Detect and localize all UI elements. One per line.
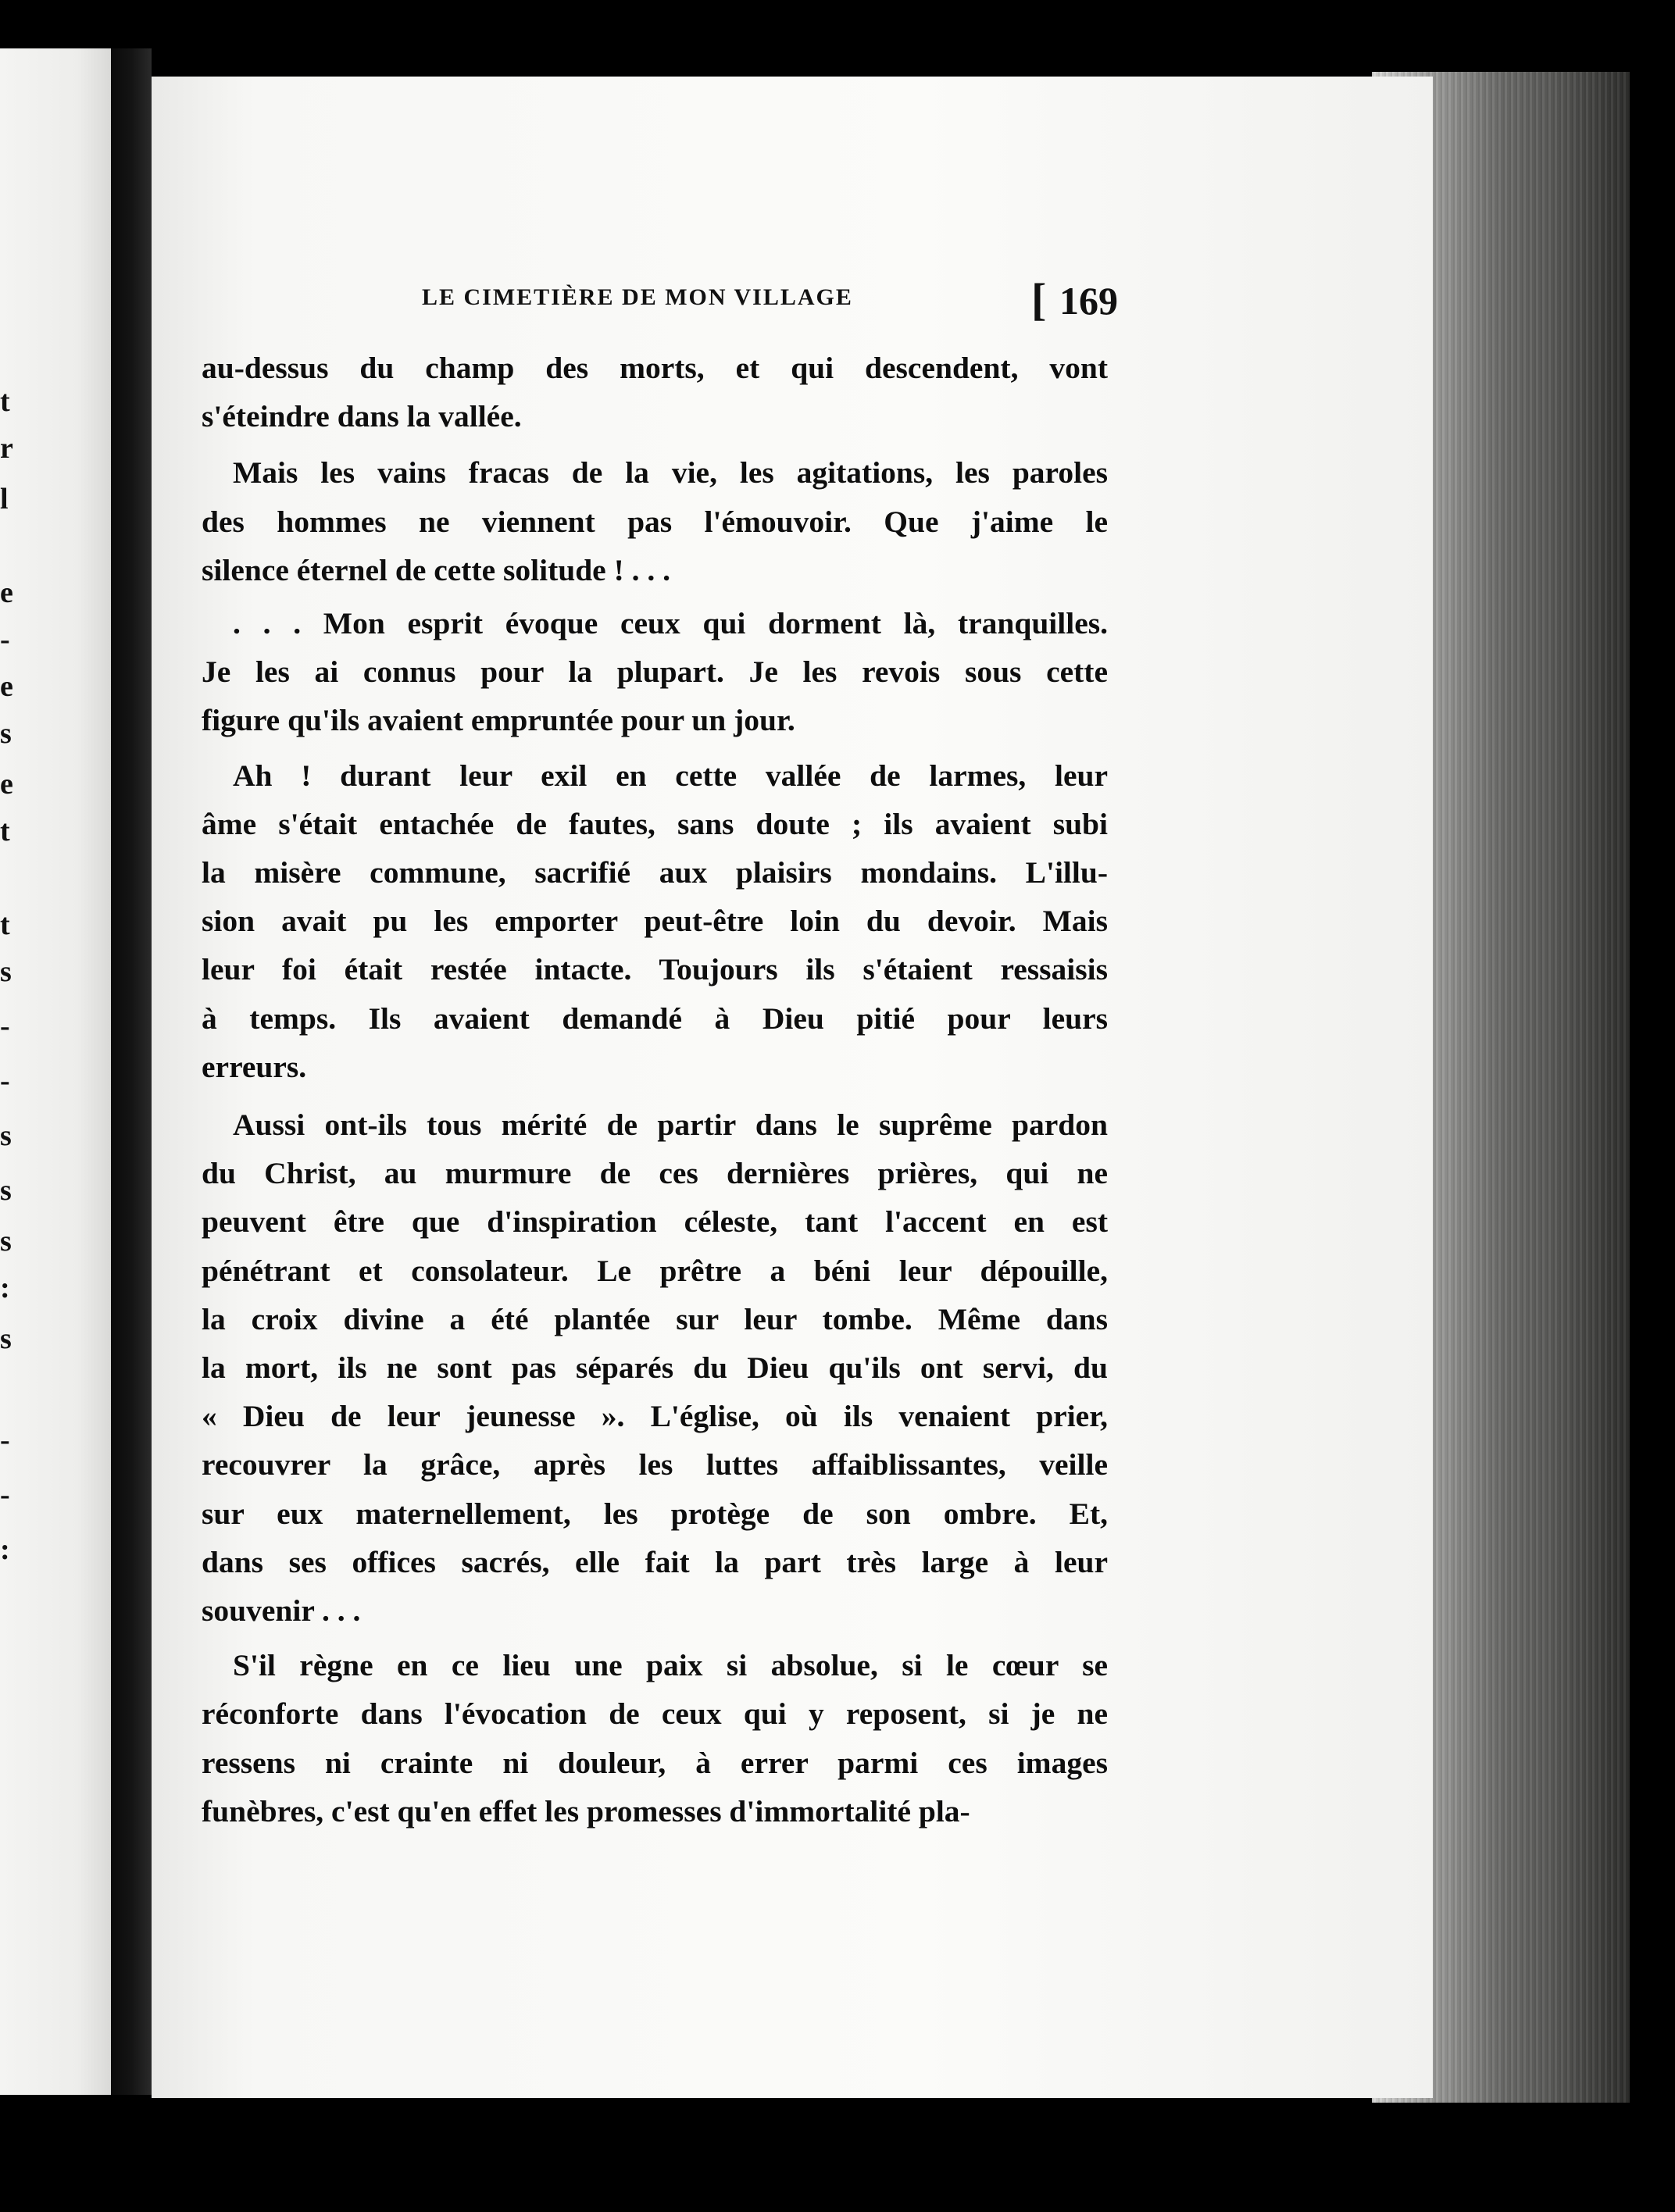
text-line: sur eux maternellement, les protège de son ombre. Et,	[202, 1496, 1108, 1531]
left-page-fragment: :	[0, 1533, 10, 1566]
left-page-fragment: -	[0, 623, 10, 656]
text-line: du Christ, au murmure de ces dernières prières, qui ne	[202, 1156, 1108, 1191]
left-page-fragment: -	[0, 1479, 10, 1511]
running-head-title: LE CIMETIÈRE DE MON VILLAGE	[422, 284, 853, 310]
body-text	[202, 344, 1108, 1836]
text-line: silence éternel de cette solitude ! . . .	[202, 552, 670, 587]
text-line: la croix divine a été plantée sur leur tombe. Même dans	[202, 1301, 1108, 1336]
text-line: à temps. Ils avaient demandé à Dieu pitié pour leurs	[202, 1001, 1108, 1036]
paragraph	[202, 751, 1108, 1091]
left-page-fragment: -	[0, 1065, 10, 1097]
text-line: funèbres, c'est qu'en effet les promesses d'immortalité pla-	[202, 1793, 970, 1828]
left-page-fragment: e	[0, 768, 13, 801]
paragraph	[202, 599, 1108, 745]
paragraph	[202, 1641, 1108, 1836]
left-page-fragment: t	[0, 385, 10, 418]
left-page-edge	[0, 48, 111, 2095]
paragraph	[202, 1101, 1108, 1635]
running-head-bracket: [	[1031, 274, 1047, 325]
text-line: Aussi ont-ils tous mérité de partir dans le suprême pardon	[233, 1108, 1108, 1143]
left-page-fragment: s	[0, 1174, 12, 1207]
text-line: réconforte dans l'évocation de ceux qui y reposent, si je ne	[202, 1696, 1108, 1732]
text-line: souvenir . . .	[202, 1593, 361, 1629]
left-page-fragment: t	[0, 815, 10, 847]
left-page-fragment: t	[0, 908, 10, 941]
left-page-fragment: s	[0, 1322, 12, 1355]
left-page-fragment: s	[0, 1225, 12, 1258]
left-page-fragment: r	[0, 432, 13, 465]
running-head	[422, 274, 1125, 333]
text-line: âme s'était entachée de fautes, sans doute ; ils avaient subi	[202, 806, 1108, 841]
text-line: « Dieu de leur jeunesse ». L'église, où ils venaient prier,	[202, 1399, 1108, 1434]
text-line: erreurs.	[202, 1049, 307, 1084]
left-page-fragment: :	[0, 1272, 10, 1304]
left-page-fragment: -	[0, 1010, 10, 1043]
page-number: 169	[1059, 279, 1118, 323]
text-line: ressens ni crainte ni douleur, à errer parmi ces images	[202, 1745, 1108, 1780]
text-line: la misère commune, sacrifié aux plaisirs mondains. L'illu-	[202, 855, 1108, 890]
text-line: Mais les vains fracas de la vie, les agitations, les paroles	[233, 455, 1108, 491]
text-line: s'éteindre dans la vallée.	[202, 399, 522, 434]
paragraph	[202, 344, 1108, 441]
text-line: figure qu'ils avaient empruntée pour un jour.	[202, 703, 795, 738]
text-line: Je les ai connus pour la plupart. Je les revois sous cette	[202, 655, 1108, 690]
text-line: dans ses offices sacrés, elle fait la part très large à leur	[202, 1544, 1108, 1579]
text-line: leur foi était restée intacte. Toujours ils s'étaient ressaisis	[202, 952, 1108, 987]
left-page-fragment: s	[0, 717, 12, 750]
left-page-fragment: e	[0, 670, 13, 703]
left-page-fragment: s	[0, 955, 12, 988]
text-line: S'il règne en ce lieu une paix si absolue, si le cœur se	[233, 1648, 1108, 1683]
text-line: pénétrant et consolateur. Le prêtre a béni leur dépouille,	[202, 1253, 1108, 1288]
paragraph	[202, 448, 1108, 594]
text-line: . . . Mon esprit évoque ceux qui dorment là, tranquilles.	[233, 606, 1108, 641]
text-line: Ah ! durant leur exil en cette vallée de larmes, leur	[233, 758, 1108, 793]
left-page-fragment: l	[0, 483, 9, 516]
left-page-fragment: e	[0, 576, 13, 609]
text-line: recouvrer la grâce, après les luttes affaiblissantes, veille	[202, 1447, 1108, 1482]
text-line: sion avait pu les emporter peut-être loin du devoir. Mais	[202, 904, 1108, 939]
text-line: des hommes ne viennent pas l'émouvoir. Que j'aime le	[202, 504, 1108, 539]
text-line: peuvent être que d'inspiration céleste, tant l'accent en est	[202, 1204, 1108, 1240]
book-gutter	[111, 48, 152, 2095]
text-line: la mort, ils ne sont pas séparés du Dieu qu'ils ont servi, du	[202, 1350, 1108, 1386]
left-page-fragment: s	[0, 1119, 12, 1152]
text-line: au-dessus du champ des morts, et qui descendent, vont	[202, 351, 1108, 385]
left-page-fragment: -	[0, 1424, 10, 1457]
